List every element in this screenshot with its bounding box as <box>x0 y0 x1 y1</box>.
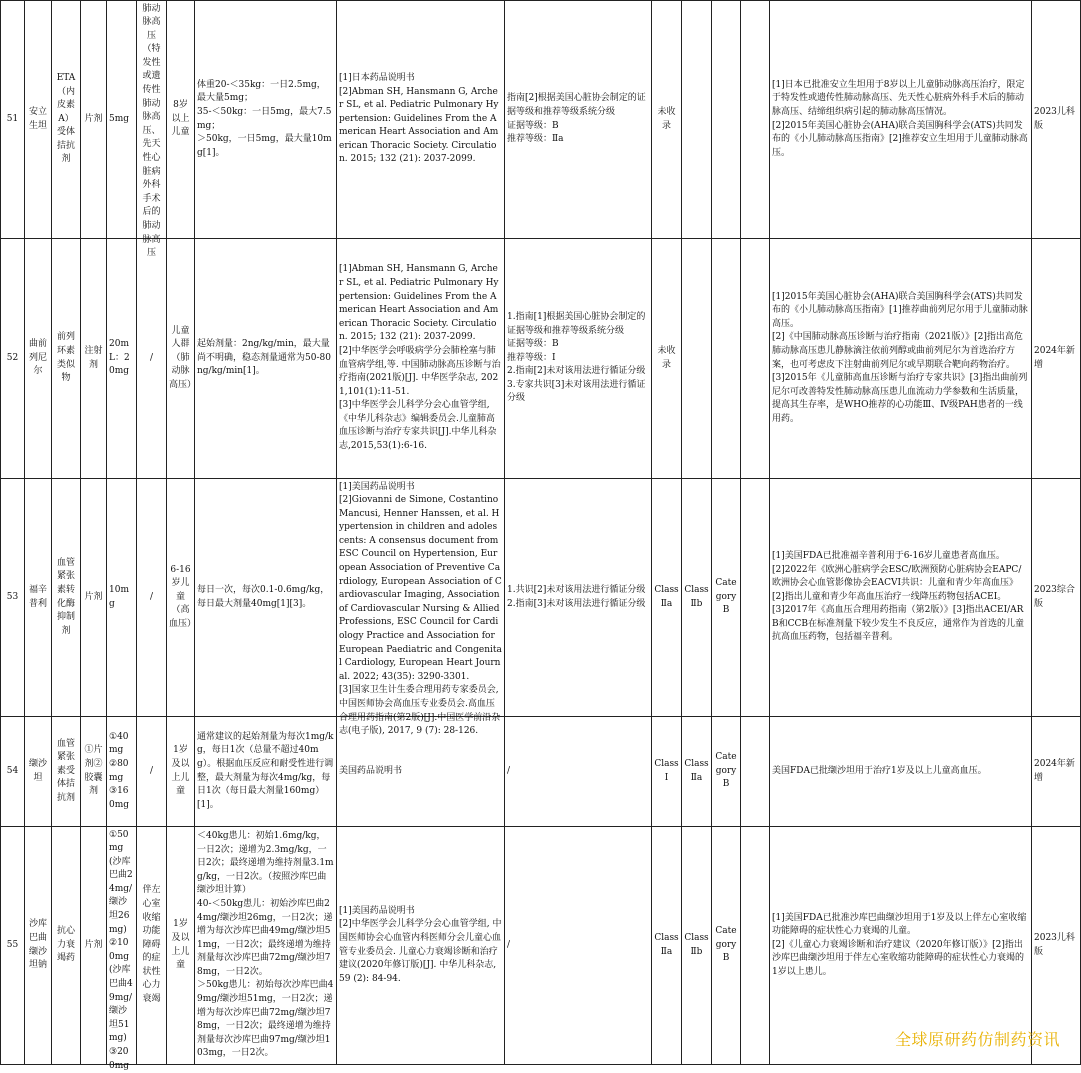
references: [1]Abman SH, Hansmann G, Archer SL, et al. Pediatric Pulmonary Hypertension: Guidelines From the American Heart Association and American Thoracic Society. Circulation. 2015; 132 (21): 2037-2099. [2]中华医学会呼吸病学分会肺栓塞与肺血管病学组,等. 中国肺动脉高压诊断与治疗指南(2021版)[J]. 中华医学杂志, 2021,101(1):11-51. [3]中华医学会儿科学分会心血管学组,《中华儿科杂志》编辑委员会.儿童肺高血压诊断与治疗专家共识[J].中华儿科杂志,2015,53(1):6-16. <box>337 239 505 479</box>
references: 美国药品说明书 <box>337 717 505 827</box>
blank-cell <box>741 239 770 479</box>
specification: 20mL：20mg <box>107 239 137 479</box>
class-rating-2: Class Ⅱa <box>682 717 712 827</box>
version: 2023综合版 <box>1032 479 1081 717</box>
row-number: 51 <box>1 1 25 239</box>
indication: 伴左心室收缩功能障碍的症状性心力衰竭 <box>137 827 167 1065</box>
class-rating-2: Class Ⅱb <box>682 479 712 717</box>
drug-category: 前列环素类似物 <box>52 239 81 479</box>
blank-cell <box>741 717 770 827</box>
basis-notes: [1]美国FDA已批准福辛普利用于6-16岁儿童患者高血压。 [2]2022年《欧洲心脏病学会ESC/欧洲预防心脏病协会EAPC/欧洲协会心血管影像协会EACVI共识：儿童和青少年高血压》[2]指出儿童和青少年高血压治疗一线降压药物包括ACEI。 [3]2017年《高血压合理用药指南（第2版）》[3]指出ACEI/ARB和CCB在标准剂量下较少发生不良反应，通常作为首选的儿童抗高血压药物，包括福辛普利。 <box>770 479 1032 717</box>
class-rating-2 <box>682 239 712 479</box>
table-row <box>1 239 1081 479</box>
row-number: 54 <box>1 717 25 827</box>
dosage: 体重20-＜35kg：一日2.5mg，最大量5mg； 35-＜50kg：一日5mg，最大7.5mg； ＞50kg，一日5mg，最大量10mg[1]。 <box>195 1 337 239</box>
drug-name: 沙库巴曲缬沙坦钠 <box>25 827 52 1065</box>
references: [1]日本药品说明书 [2]Abman SH, Hansmann G, Archer SL, et al. Pediatric Pulmonary Hypertension: Guidelines From the American Heart Association and American Thoracic Society. Circulation. 2015; 132 (21): 2037-2099. <box>337 1 505 239</box>
class-rating-3 <box>712 1 741 239</box>
watermark: 全球原研药仿制药资讯 <box>894 1030 1060 1049</box>
dosage: ＜40kg患儿：初始1.6mg/kg，一日2次；递增为2.3mg/kg，一日2次；最终递增为维持剂量3.1mg/kg，一日2次。（按照沙库巴曲缬沙坦计算） 40-＜50kg患儿：初始沙库巴曲24mg/缬沙坦26mg，一日2次；递增为每次沙库巴曲49mg/缬沙坦51mg，一日2次；最终递增为维持剂量每次沙库巴曲72mg/缬沙坦78mg，一日2次。 ＞50kg患儿：初始每次沙库巴曲49mg/缬沙坦51mg，一日2次；递增为每次沙库巴曲72mg/缬沙坦78mg，一日2次；最终递增为维持剂量每次沙库巴曲97mg/缬沙坦103mg，一日2次。 <box>195 827 337 1065</box>
dosage-form: 片剂 <box>81 827 107 1065</box>
dosage-form: 片剂 <box>81 479 107 717</box>
population: 6-16岁儿童（高血压） <box>167 479 195 717</box>
dosage: 通常建议的起始剂量为每次1mg/kg，每日1次（总量不超过40mg）。根据血压反应和耐受性进行调整，最大剂量为每次4mg/kg，每日1次（每日最大剂量160mg）[1]。 <box>195 717 337 827</box>
class-rating-3 <box>712 239 741 479</box>
references: [1]美国药品说明书 [2]中华医学会儿科学分会心血管学组, 中国医师协会心血管内科医师分会儿童心血管专业委员会. 儿童心力衰竭诊断和治疗建议(2020年修订版)[J]. 中华儿科杂志, 59 (2): 84-94. <box>337 827 505 1065</box>
class-rating-1: Class Ⅱa <box>652 827 682 1065</box>
basis-notes: [1]日本已批准安立生坦用于8岁以上儿童肺动脉高压治疗，限定于特发性或遗传性肺动脉高压、先天性心脏病外科手术后的肺动脉高压、结缔组织病引起的肺动脉高压情况。 [2]2015年美国心脏协会(AHA)联合美国胸科学会(ATS)共同发布的《小儿肺动脉高压指南》[2]推荐安立生坦用于儿童肺动脉高压。 <box>770 1 1032 239</box>
evidence-grade: 指南[2]根据美国心脏协会制定的证据等级和推荐等级系统分级 证据等级：B 推荐等级：Ⅱa <box>505 1 652 239</box>
basis-notes: [1]2015年美国心脏协会(AHA)联合美国胸科学会(ATS)共同发布的《小儿肺动脉高压指南》[1]推荐曲前列尼尔用于儿童肺动脉高压。 [2]《中国肺动脉高压诊断与治疗指南（2021版）》[2]指出高危肺动脉高压患儿静脉滴注依前列醇或曲前列尼尔为首选治疗方案，也可考虑皮下注射曲前列尼尔或早期联合靶向药物治疗。 [3]2015年《儿童肺高血压诊断与治疗专家共识》[3]指出曲前列尼尔可改善特发性肺动脉高压患儿血流动力学参数和生活质量，提高其生存率，是WHO推荐的心功能Ⅲ、Ⅳ级PAH患者的一线用药。 <box>770 239 1032 479</box>
evidence-grade: 1.共识[2]未对该用法进行循证分级 2.指南[3]未对该用法进行循证分级 <box>505 479 652 717</box>
basis-notes: [1]美国FDA已批准沙库巴曲缬沙坦用于1岁及以上伴左心室收缩功能障碍的症状性心力衰竭的儿童。 [2]《儿童心力衰竭诊断和治疗建议（2020年修订版）》[2]指出沙库巴曲缬沙坦用于伴左心室收缩功能障碍的症状性心力衰竭的1岁以上患儿。 <box>770 827 1032 1065</box>
drug-name: 福辛普利 <box>25 479 52 717</box>
table-row <box>1 1 1081 239</box>
dosage: 起始剂量：2ng/kg/min，最大量尚不明确，稳态剂量通常为50-80ng/kg/min[1]。 <box>195 239 337 479</box>
specification: ①50mg(沙库巴曲24mg/缬沙坦26mg) ②100mg(沙库巴曲49mg/缬沙坦51mg) ③200mg <box>107 827 137 1065</box>
class-rating-3: Category B <box>712 717 741 827</box>
version: 2023儿科版 <box>1032 1 1081 239</box>
class-rating-3: Category B <box>712 479 741 717</box>
indication: 肺动脉高压（特发性或遗传性肺动脉高压、先天性心脏病外科手术后的肺动脉高压 <box>137 1 167 239</box>
class-rating-2: Class Ⅱb <box>682 827 712 1065</box>
row-number: 53 <box>1 479 25 717</box>
drug-name: 安立生坦 <box>25 1 52 239</box>
evidence-grade: / <box>505 827 652 1065</box>
population: 1岁及以上儿童 <box>167 827 195 1065</box>
class-rating-3: Category B <box>712 827 741 1065</box>
table-row <box>1 717 1081 827</box>
basis-notes: 美国FDA已批缬沙坦用于治疗1岁及以上儿童高血压。 <box>770 717 1032 827</box>
specification: ①40mg ②80mg ③160mg <box>107 717 137 827</box>
class-rating-1: Class Ⅰ <box>652 717 682 827</box>
specification: 5mg <box>107 1 137 239</box>
specification: 10mg <box>107 479 137 717</box>
version: 2024年新增 <box>1032 717 1081 827</box>
row-number: 52 <box>1 239 25 479</box>
class-rating-1: Class Ⅱa <box>652 479 682 717</box>
evidence-grade: 1.指南[1]根据美国心脏协会制定的证据等级和推荐等级系统分级 证据等级：B 推荐等级：Ⅰ 2.指南[2]未对该用法进行循证分级 3.专家共识[3]未对该用法进行循证分级 <box>505 239 652 479</box>
dosage-form: ①片剂②胶囊剂 <box>81 717 107 827</box>
blank-cell <box>741 1 770 239</box>
drug-category: 抗心力衰竭药 <box>52 827 81 1065</box>
population: 儿童人群（肺动脉高压） <box>167 239 195 479</box>
version: 2023儿科版 <box>1032 827 1081 1065</box>
dosage-form: 注射剂 <box>81 239 107 479</box>
drug-name: 曲前列尼尔 <box>25 239 52 479</box>
dosage: 每日一次，每次0.1-0.6mg/kg，每日最大剂量40mg[1][3]。 <box>195 479 337 717</box>
dosage-form: 片剂 <box>81 1 107 239</box>
references: [1]美国药品说明书 [2]Giovanni de Simone, Costantino Mancusi, Henner Hanssen, et al. Hypertension in children and adolescents: A consensus document from ESC Council on Hypertension, European Association of Preventive Cardiology, European Association of Cardiovascular Imaging, Association of Cardiovascular Nursing & Allied Professions, ESC Council for Cardiology Practice and Association for European Paediatric and Congenital Cardiology, European Heart Journal. 2022; 43(35): 3290-3301. [3]国家卫生计生委合理用药专家委员会,中国医师协会高血压专业委员会.高血压合理用药指南(第2版)[J].中国医学前沿杂志(电子版), 2017, 9 (7): 28-126. <box>337 479 505 717</box>
evidence-grade: / <box>505 717 652 827</box>
row-number: 55 <box>1 827 25 1065</box>
class-rating-1: 未收录 <box>652 239 682 479</box>
table-row <box>1 479 1081 717</box>
drug-category: ETA（内皮素A）受体拮抗剂 <box>52 1 81 239</box>
version: 2024年新增 <box>1032 239 1081 479</box>
blank-cell <box>741 479 770 717</box>
blank-cell <box>741 827 770 1065</box>
drug-category: 血管紧张素受体拮抗剂 <box>52 717 81 827</box>
indication: / <box>137 239 167 479</box>
class-rating-2 <box>682 1 712 239</box>
drug-category: 血管紧张素转化酶抑制剂 <box>52 479 81 717</box>
population: 1岁及以上儿童 <box>167 717 195 827</box>
indication: / <box>137 717 167 827</box>
indication: / <box>137 479 167 717</box>
drug-name: 缬沙坦 <box>25 717 52 827</box>
population: 8岁以上儿童 <box>167 1 195 239</box>
class-rating-1: 未收录 <box>652 1 682 239</box>
